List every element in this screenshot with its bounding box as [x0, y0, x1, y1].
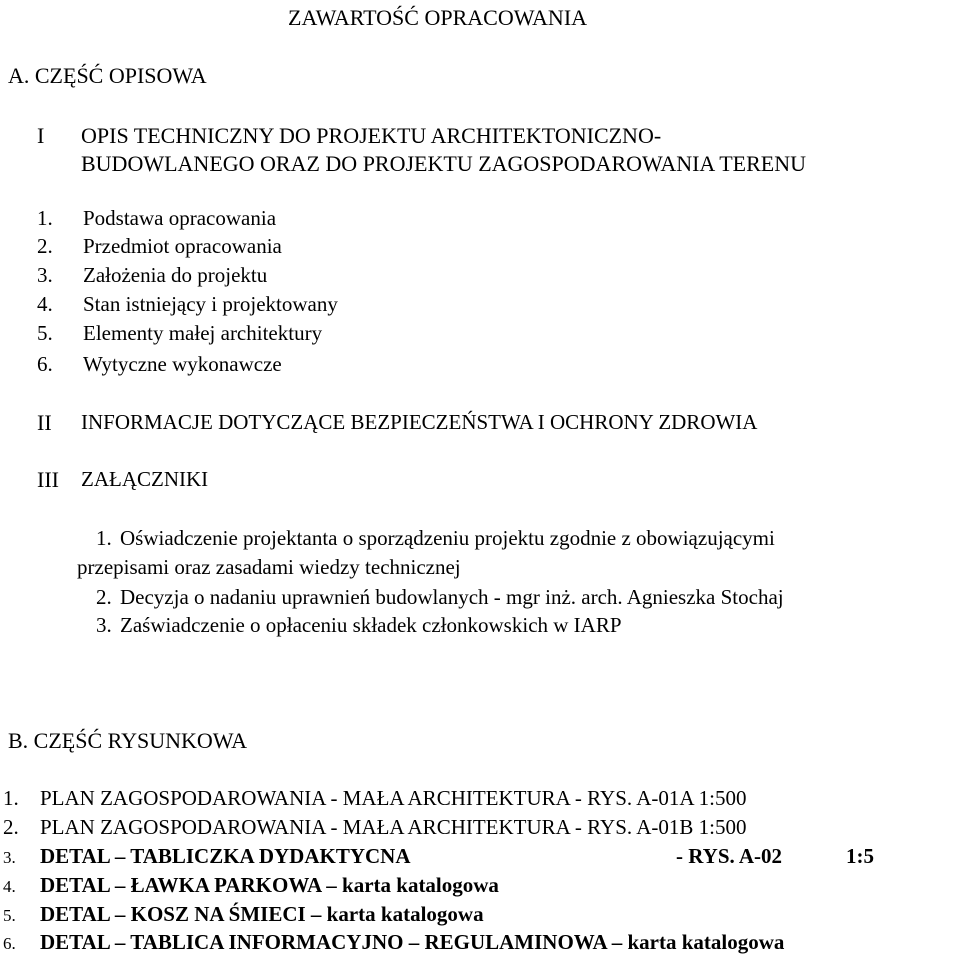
section-i-item-text: Podstawa opracowania — [83, 206, 277, 230]
section-i-item-number: 6. — [37, 352, 53, 376]
section-i-item-text: Założenia do projektu — [83, 263, 268, 287]
section-i-item-number: 2. — [37, 234, 53, 258]
section-i-item-text: Przedmiot opracowania — [83, 234, 282, 258]
drawing-item-reference: - RYS. A-02 — [676, 844, 783, 868]
section-i-item-text: Stan istniejący i projektowany — [83, 292, 338, 316]
drawing-item-number: 3. — [3, 848, 16, 867]
section-i-title-line2: BUDOWLANEGO ORAZ DO PROJEKTU ZAGOSPODAROWANIA TERENU — [81, 151, 806, 176]
section-iii-title: ZAŁĄCZNIKI — [81, 467, 209, 491]
drawing-item-number: 5. — [3, 906, 16, 925]
drawing-item-number: 6. — [3, 934, 16, 953]
drawing-item-text: DETAL – TABLICA INFORMACYJNO – REGULAMINOWA – karta katalogowa — [40, 930, 785, 954]
attachment-item-text: Oświadczenie projektanta o sporządzeniu projektu zgodnie z obowiązującymi — [120, 526, 775, 550]
part-a-heading: A. CZĘŚĆ OPISOWA — [8, 63, 207, 88]
attachment-item-text: Zaświadczenie o opłaceniu składek członkowskich w IARP — [120, 613, 622, 637]
section-ii-number: II — [37, 410, 52, 435]
section-i-item-number: 3. — [37, 263, 53, 287]
drawing-item-text: PLAN ZAGOSPODAROWANIA - MAŁA ARCHITEKTURA - RYS. A-01B 1:500 — [40, 815, 747, 839]
document-title: ZAWARTOŚĆ OPRACOWANIA — [288, 5, 588, 30]
section-i-item-text: Wytyczne wykonawcze — [83, 352, 282, 376]
attachment-item-continuation: przepisami oraz zasadami wiedzy technicznej — [77, 555, 461, 579]
part-b-heading: B. CZĘŚĆ RYSUNKOWA — [8, 728, 247, 753]
section-ii-title: INFORMACJE DOTYCZĄCE BEZPIECZEŃSTWA I OCHRONY ZDROWIA — [81, 410, 758, 434]
section-i-item-number: 4. — [37, 292, 53, 316]
drawing-item-number: 2. — [3, 815, 19, 839]
attachment-item-text: Decyzja o nadaniu uprawnień budowlanych - mgr inż. arch. Agnieszka Stochaj — [120, 585, 784, 609]
drawing-item-text: DETAL – TABLICZKA DYDAKTYCNA — [40, 844, 411, 868]
section-i-item-number: 1. — [37, 206, 53, 230]
drawing-item-number: 4. — [3, 877, 16, 896]
attachment-item-number: 2. — [96, 585, 112, 609]
drawing-item-text: DETAL – KOSZ NA ŚMIECI – karta katalogowa — [40, 902, 484, 926]
drawing-item-scale: 1:5 — [846, 844, 874, 868]
attachment-item-number: 1. — [96, 526, 112, 550]
attachment-item-number: 3. — [96, 613, 112, 637]
drawing-item-text: DETAL – ŁAWKA PARKOWA – karta katalogowa — [40, 873, 499, 897]
section-i-number: I — [37, 123, 45, 148]
section-i-item-number: 5. — [37, 321, 53, 345]
drawing-item-text: PLAN ZAGOSPODAROWANIA - MAŁA ARCHITEKTURA - RYS. A-01A 1:500 — [40, 786, 747, 810]
section-i-item-text: Elementy małej architektury — [83, 321, 323, 345]
section-iii-number: III — [37, 467, 59, 492]
section-i-title-line1: OPIS TECHNICZNY DO PROJEKTU ARCHITEKTONICZNO- — [81, 123, 662, 148]
drawing-item-number: 1. — [3, 786, 19, 810]
